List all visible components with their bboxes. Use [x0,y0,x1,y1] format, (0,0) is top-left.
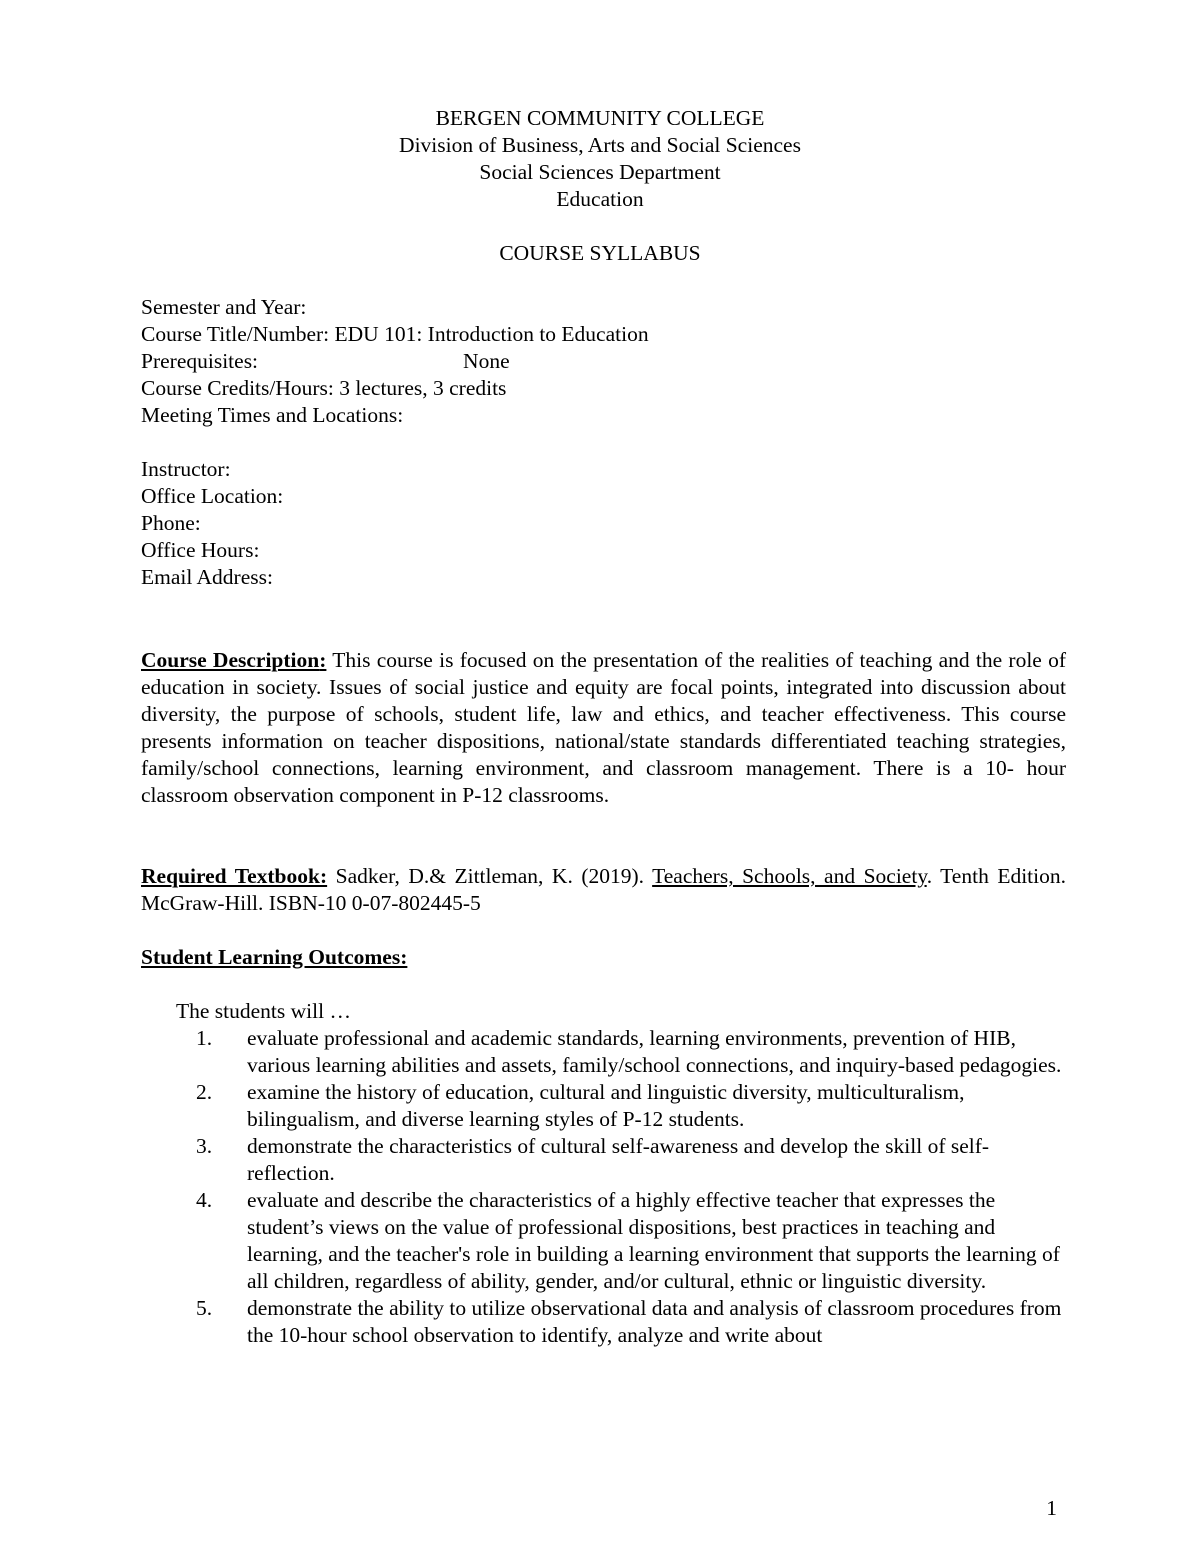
division-name: Division of Business, Arts and Social Sciences [399,133,801,157]
course-description-label: Course Description [141,648,320,672]
phone-field: Phone: [141,511,201,535]
department-name: Social Sciences Department [479,160,721,184]
outcome-number: 1. [196,1026,213,1050]
outcome-number: 4. [196,1188,213,1212]
outcomes-intro: The students will … [176,999,351,1023]
required-textbook [141,863,1066,917]
course-description-text: This course is focused on the presentation of the realities of teaching and the role of education in society. Issues of social justice and equity are focal points, integrated into discussion about diversity, the purpose of schools, student life, law and ethics, and teacher effectiveness. This course presents information on teacher dispositions, national/state standards differentiated teaching strategies, family/school connections, learning environment, and classroom management. There is a 10- hour classroom observation component in P-12 classrooms. [141,648,1066,807]
instructor-info-block [141,456,1141,591]
office-hours-field: Office Hours: [141,538,260,562]
office-location-field: Office Location: [141,484,284,508]
email-field: Email Address: [141,565,273,589]
outcome-text: demonstrate the characteristics of cultural self-awareness and develop the skill of self-reflection. [247,1134,990,1185]
outcome-text: examine the history of education, cultural and linguistic diversity, multiculturalism, bilingualism, and diverse learning styles of P-12 students. [247,1080,965,1131]
outcomes-label: Student Learning Outcomes: [141,945,408,969]
textbook-authors: Sadker, D.& Zittleman, K. (2019). [327,864,653,888]
page-number: 1 [1046,1496,1057,1520]
document-title: COURSE SYLLABUS [499,241,701,265]
program-name: Education [556,187,644,211]
outcome-text: evaluate and describe the characteristics of a highly effective teacher that expresses the student’s views on the value of professional dispositions, best practices in teaching and learning, and the teacher's role in building a learning environment that supports the learning of all children, regardless of ability, gender, and/or cultural, ethnic or linguistic diversity. [247,1188,1060,1293]
course-title-field: Course Title/Number: EDU 101: Introduction to Education [141,322,649,346]
textbook-label: Required Textbook: [141,864,328,888]
outcome-item [176,1295,1066,1349]
credits-field: Course Credits/Hours: 3 lectures, 3 credits [141,376,507,400]
semester-field: Semester and Year: [141,295,307,319]
outcomes-list [176,1025,1066,1349]
outcome-number: 2. [196,1080,213,1104]
instructor-field: Instructor: [141,457,231,481]
textbook-details: . Tenth Edition. McGraw-Hill. ISBN-10 0-07-802445-5 [141,864,1066,915]
outcome-number: 3. [196,1134,213,1158]
course-description [141,647,1066,809]
meeting-field: Meeting Times and Locations: [141,403,404,427]
document-header [0,105,1200,213]
prerequisites-value: None [463,349,510,373]
outcome-item [176,1079,1066,1133]
outcome-item [176,1133,1066,1187]
outcomes-heading [141,944,1066,971]
college-name: BERGEN COMMUNITY COLLEGE [435,106,765,130]
outcome-text: evaluate professional and academic standards, learning environments, prevention of HIB, various learning abilities and assets, family/school connections, and inquiry-based pedagogies. [247,1026,1062,1077]
outcome-text: demonstrate the ability to utilize observational data and analysis of classroom procedures from the 10-hour school observation to identify, analyze and write about [247,1296,1062,1347]
course-info-block [141,294,1141,429]
prerequisites-label: Prerequisites: [141,349,259,373]
outcome-item [176,1187,1066,1295]
course-description-colon: : [319,648,327,672]
textbook-title: Teachers, Schools, and Society [652,864,927,888]
prerequisites-field [141,348,1141,375]
outcome-number: 5. [196,1296,213,1320]
outcome-item [176,1025,1066,1079]
